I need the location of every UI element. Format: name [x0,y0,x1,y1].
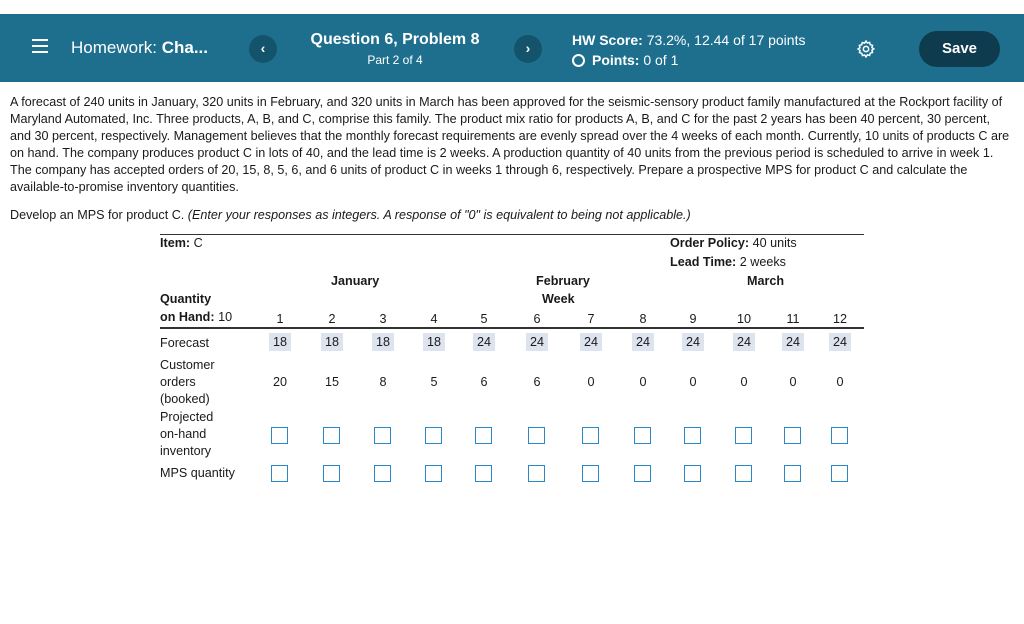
mps-quantity-input[interactable] [528,465,545,482]
forecast-cell: 24 [682,333,704,351]
month-january: January [331,274,380,288]
projected-on-hand-input[interactable] [425,427,442,444]
instruction-text [10,208,1010,222]
lead-time-label: Lead Time: [670,255,737,269]
orders-label-2: orders [160,375,196,389]
instruction-main: Develop an MPS for product C. [10,208,188,222]
customer-orders-cell: 6 [480,375,488,389]
forecast-cell: 24 [829,333,851,351]
homework-name: Cha... [161,38,208,57]
forecast-cell: 18 [372,333,394,351]
week-number: 1 [276,312,284,326]
customer-orders-cell: 0 [639,375,647,389]
hw-score-label: HW Score: [572,32,643,48]
forecast-label: Forecast [160,336,209,350]
week-number: 7 [587,312,595,326]
mps-quantity-input[interactable] [582,465,599,482]
forecast-cell: 24 [733,333,755,351]
forecast-cell: 24 [580,333,602,351]
quantity-on-hand-label-1: Quantity [160,292,212,306]
hw-score-value: 73.2%, 12.44 of 17 points [646,32,806,48]
mps-quantity-input[interactable] [634,465,651,482]
week-number: 10 [736,312,751,326]
week-number: 9 [689,312,697,326]
lead-time-value: 2 weeks [739,255,786,269]
homework-title[interactable] [71,38,208,58]
mps-quantity-label: MPS quantity [160,466,235,480]
projected-on-hand-input[interactable] [528,427,545,444]
week-number: 12 [832,312,847,326]
order-policy-value: 40 units [752,236,797,250]
customer-orders-cell: 0 [740,375,748,389]
projected-on-hand-input[interactable] [684,427,701,444]
customer-orders-cell: 8 [379,375,387,389]
projected-on-hand-input[interactable] [831,427,848,444]
poh-label-3: inventory [160,444,212,458]
week-number: 4 [430,312,438,326]
points-label: Points: [592,52,640,68]
mps-quantity-input[interactable] [831,465,848,482]
week-number: 5 [480,312,488,326]
projected-on-hand-input[interactable] [634,427,651,444]
quantity-on-hand-value: 10 [218,310,233,324]
forecast-cell: 18 [321,333,343,351]
mps-quantity-input[interactable] [735,465,752,482]
order-policy-label: Order Policy: [670,236,750,250]
forecast-cell: 18 [269,333,291,351]
question-title-block [294,31,496,67]
poh-label-2: on-hand [160,427,207,441]
orders-label-3: (booked) [160,392,210,406]
projected-on-hand-input[interactable] [374,427,391,444]
mps-quantity-input[interactable] [784,465,801,482]
customer-orders-cell: 0 [836,375,844,389]
score-block [572,32,805,68]
projected-on-hand-input[interactable] [475,427,492,444]
order-policy [670,236,797,250]
projected-on-hand-input[interactable] [323,427,340,444]
mps-quantity-input[interactable] [425,465,442,482]
save-button[interactable]: Save [919,31,1000,67]
week-number: 8 [639,312,647,326]
question-title: Question 6, Problem 8 [310,31,480,48]
points-value: 0 of 1 [643,52,679,68]
customer-orders-cell: 0 [587,375,595,389]
week-label: Week [542,292,575,306]
next-question-button[interactable]: › [514,35,542,63]
item-field [160,236,203,250]
problem-statement: A forecast of 240 units in January, 320 units in February, and 320 units in March has been approved for the seismic-sensory product family manufactured at the Rockport facility of Maryland Automated, Inc. Three products, A, B, and C, comprise this family. The product mix ratio for products A, B, and C for the past 2 years has been 40 percent, 30 percent, and 30 percent, respectively. Management believes that the monthly forecast requirements are evenly spread over the 4 weeks of each month. Currently, 10 units of products C are on hand. The company produces product C in lots of 40, and the lead time is 2 weeks. A production quantity of 40 units from the previous period is scheduled to arrive in week 1. The company has accepted orders of 20, 15, 8, 5, 6, and 6 units of product C in weeks 1 through 6, respectively. Prepare a prospective MPS for product C and calculate the available-to-promise inventory quantities. [10,95,1010,194]
month-march: March [747,274,785,288]
item-value: C [193,236,203,250]
instruction-hint: (Enter your responses as integers. A response of "0" is equivalent to being not applicable.) [187,208,691,222]
forecast-cell: 18 [423,333,445,351]
forecast-cell: 24 [473,333,495,351]
week-number: 2 [328,312,336,326]
mps-quantity-input[interactable] [374,465,391,482]
customer-orders-cell: 20 [272,375,287,389]
customer-orders-cell: 0 [789,375,797,389]
top-header [0,0,1024,82]
previous-question-button[interactable]: ‹ [249,35,277,63]
quantity-on-hand [160,310,232,324]
customer-orders-cell: 0 [689,375,697,389]
homework-prefix: Homework: [71,38,157,57]
week-number: 6 [533,312,541,326]
customer-orders-cell: 5 [430,375,438,389]
projected-on-hand-input[interactable] [582,427,599,444]
gear-icon[interactable] [856,39,876,59]
lead-time [670,255,786,269]
menu-icon[interactable] [32,39,48,53]
mps-quantity-input[interactable] [323,465,340,482]
orders-label-1: Customer [160,358,215,372]
item-label: Item: [160,236,191,250]
forecast-cell: 24 [782,333,804,351]
week-number: 3 [379,312,387,326]
table-top-rule [160,234,864,235]
forecast-cell: 24 [526,333,548,351]
week-number: 11 [786,312,800,326]
mps-quantity-input[interactable] [475,465,492,482]
projected-on-hand-input[interactable] [735,427,752,444]
poh-label-1: Projected [160,410,214,424]
mps-quantity-input[interactable] [684,465,701,482]
projected-on-hand-input[interactable] [784,427,801,444]
mps-table [160,234,864,494]
forecast-cell: 24 [632,333,654,351]
customer-orders-cell: 6 [533,375,541,389]
month-february: February [536,274,590,288]
table-header-rule [160,327,864,329]
customer-orders-cell: 15 [324,375,339,389]
question-part: Part 2 of 4 [367,53,423,67]
points-status-icon [572,54,585,67]
mps-quantity-input[interactable] [271,465,288,482]
quantity-on-hand-label-2: on Hand: [160,310,215,324]
projected-on-hand-input[interactable] [271,427,288,444]
